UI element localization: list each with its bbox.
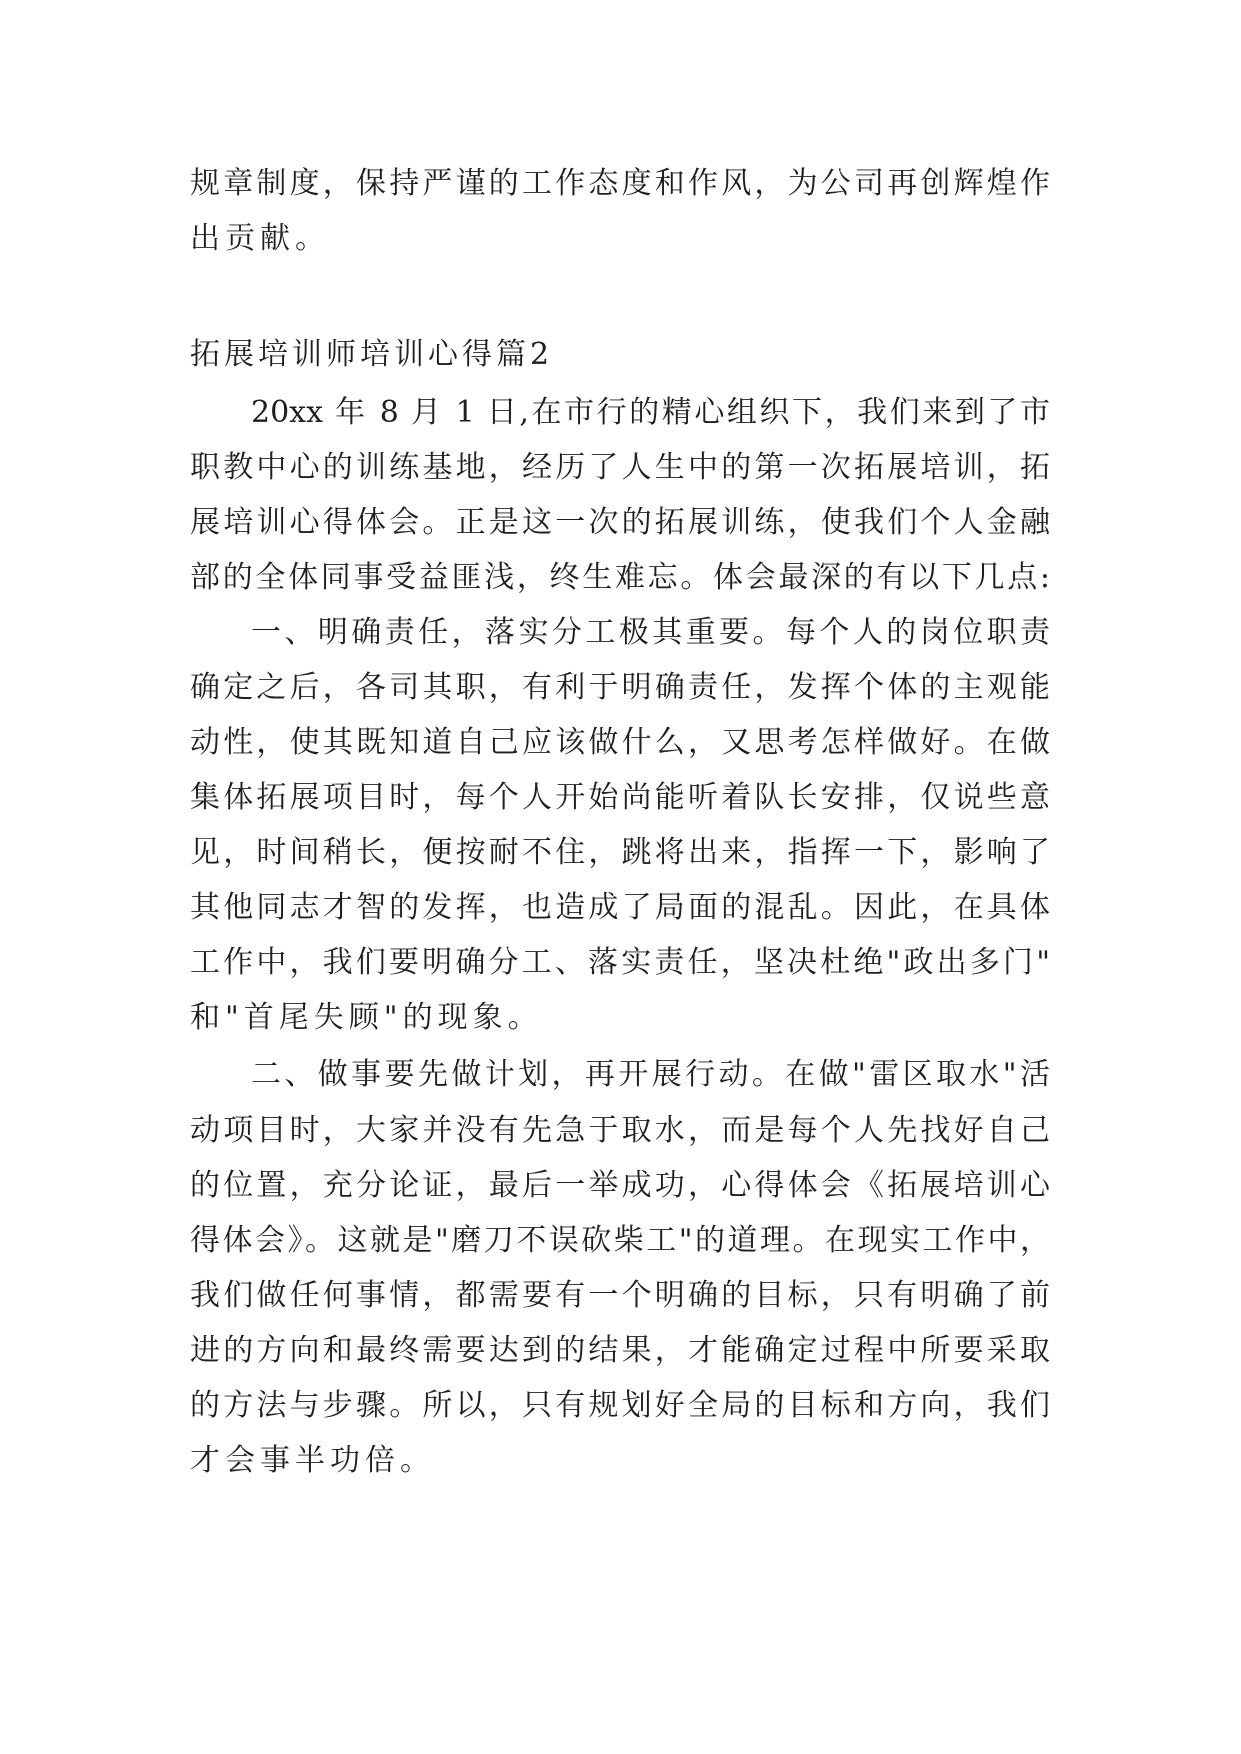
point-one-line-2: 确定之后，各司其职，有利于明确责任，发挥个体的主观能 [190,670,1050,705]
point-one-line-8: 和"首尾失顾"的现象。 [190,1000,543,1035]
point-one-line-7: 工作中，我们要明确分工、落实责任，坚决杜绝"政出多门" [190,945,1050,980]
point-two-line-5: 我们做任何事情，都需要有一个明确的目标，只有明确了前 [190,1278,1050,1313]
point-two-line-6: 进的方向和最终需要达到的结果，才能确定过程中所要采取 [190,1333,1050,1368]
point-two-line-4: 得体会》。这就是"磨刀不误砍柴工"的道理。在现实工作中， [190,1223,1050,1258]
continuation-line-2: 出贡献。 [190,221,330,256]
point-two-line-3: 的位置，充分论证，最后一举成功，心得体会《拓展培训心 [190,1168,1050,1203]
point-one-line-6: 其他同志才智的发挥，也造成了局面的混乱。因此，在具体 [190,890,1050,925]
point-two-line-2: 动项目时，大家并没有先急于取水，而是每个人先找好自己 [190,1113,1050,1148]
point-two-line-7: 的方法与步骤。所以，只有规划好全局的目标和方向，我们 [190,1388,1050,1423]
point-two-line-8: 才会事半功倍。 [190,1443,435,1478]
point-two-line-1: 二、做事要先做计划，再开展行动。在做"雷区取水"活 [251,1057,1050,1092]
point-one-line-4: 集体拓展项目时，每个人开始尚能听着队长安排，仅说些意 [190,780,1050,815]
intro-line-3: 展培训心得体会。正是这一次的拓展训练，使我们个人金融 [190,505,1050,540]
intro-line-2: 职教中心的训练基地，经历了人生中的第一次拓展培训，拓 [190,450,1050,485]
intro-line-4: 部的全体同事受益匪浅，终生难忘。体会最深的有以下几点: [190,560,1050,595]
point-one-line-1: 一、明确责任，落实分工极其重要。每个人的岗位职责 [251,615,1050,650]
continuation-line-1: 规章制度，保持严谨的工作态度和作风，为公司再创辉煌作 [190,166,1050,201]
point-one-line-3: 动性，使其既知道自己应该做什么，又思考怎样做好。在做 [190,725,1050,760]
intro-line-1: 20xx 年 8 月 1 日,在市行的精心组织下，我们来到了市 [251,395,1050,430]
section-title: 拓展培训师培训心得篇2 [190,337,554,372]
point-one-line-5: 见，时间稍长，便按耐不住，跳将出来，指挥一下，影响了 [190,835,1050,870]
